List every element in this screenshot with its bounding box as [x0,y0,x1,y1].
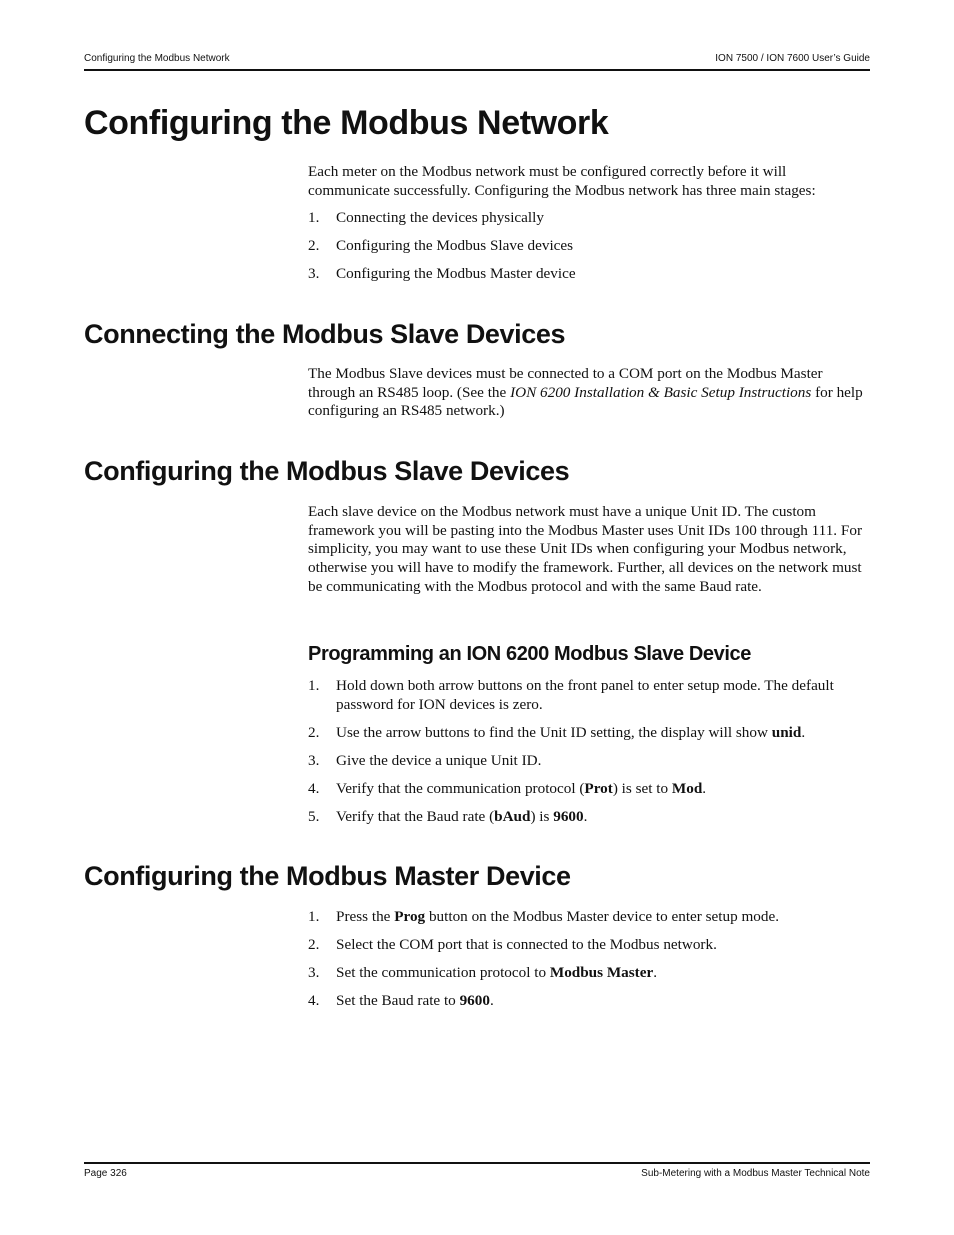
list-item: 1. Hold down both arrow buttons on the front panel to enter setup mode. The default password for ION devices is zero. [308,677,834,713]
header-rule [84,69,870,71]
page-title: Configuring the Modbus Network [84,104,609,142]
section-heading-connecting: Connecting the Modbus Slave Devices [84,319,566,349]
list-item: 3. Set the communication protocol to Modbus Master. [308,964,658,981]
list-item: 3. Give the device a unique Unit ID. [308,751,542,769]
intro-paragraph: Each meter on the Modbus network must be configured correctly before it will communicate successfully. Configuring the Modbus network has three main stages: [308,163,816,199]
master-steps [308,908,870,1020]
list-item: 4. Set the Baud rate to 9600. [308,992,494,1009]
running-footer-right: Sub-Metering with a Modbus Master Technical Note [641,1168,870,1179]
connecting-paragraph: The Modbus Slave devices must be connected to a COM port on the Modbus Master through an RS485 loop. (See the ION 6200 Installation & Basic Setup Instructions for help configuring an RS485 network.) [308,365,863,420]
section-heading-master: Configuring the Modbus Master Device [84,861,571,891]
list-item: 4. Verify that the communication protocol (Prot) is set to Mod. [308,779,707,797]
running-header-right: ION 7500 / ION 7600 User’s Guide [715,53,870,64]
list-item: 2. Configuring the Modbus Slave devices [308,237,574,254]
slaves-paragraph: Each slave device on the Modbus network must have a unique Unit ID. The custom framework you will be pasting into the Modbus Master uses Unit IDs 100 through 111. For simplicity, you may want to use these Unit IDs when configuring your Modbus network, otherwise you will have to modify the framework. Further, all devices on the network must be communicating with the Modbus protocol and with the same Baud rate. [308,503,863,595]
document-reference: ION 6200 Installation & Basic Setup Instructions [510,383,812,401]
list-item: 5. Verify that the Baud rate (bAud) is 9600. [308,807,588,825]
intro-steps [308,209,870,293]
running-header-left: Configuring the Modbus Network [84,53,230,64]
subsection-heading-programming: Programming an ION 6200 Modbus Slave Device [308,643,751,665]
footer-rule [84,1162,870,1164]
programming-steps [308,677,870,836]
list-item: 3. Configuring the Modbus Master device [308,265,576,282]
page-number: Page 326 [84,1168,127,1179]
list-item: 1. Press the Prog button on the Modbus Master device to enter setup mode. [308,908,780,925]
section-heading-slaves: Configuring the Modbus Slave Devices [84,456,570,486]
list-item: 2. Use the arrow buttons to find the Unit ID setting, the display will show unid. [308,723,806,741]
list-item: 1. Connecting the devices physically [308,209,544,226]
list-item: 2. Select the COM port that is connected to the Modbus network. [308,936,717,953]
